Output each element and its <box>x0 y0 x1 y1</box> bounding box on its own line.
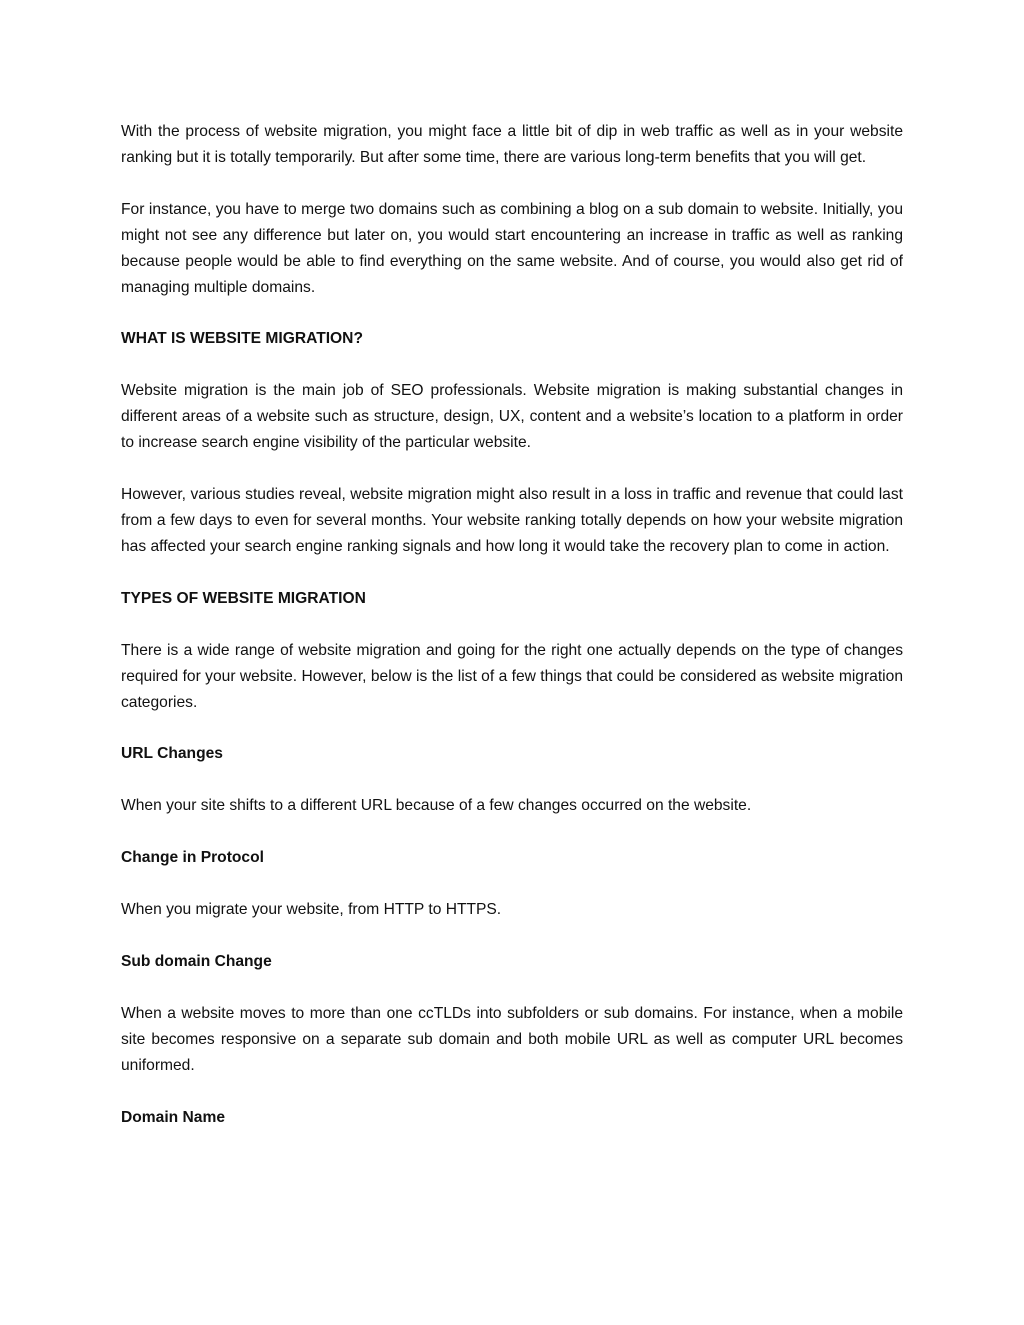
document-body <box>121 119 903 1157</box>
subheading-change-in-protocol: Change in Protocol <box>121 849 264 867</box>
subheading-domain-name: Domain Name <box>121 1108 225 1126</box>
sub-domain-paragraph: When a website moves to more than one ccTLDs into subfolders or sub domains. For instance, when a mobile site becomes responsive on a separate sub domain and both mobile URL as well as computer URL becomes uniformed. <box>121 1004 903 1074</box>
section-heading-types: TYPES OF WEBSITE MIGRATION <box>121 589 366 607</box>
merge-domains-paragraph: For instance, you have to merge two domains such as combining a blog on a sub domain to website. Initially, you might not see any difference but later on, you would start encountering an increase in traffic as well as ranking because people would be able to find everything on the same website. And of course, you would also get rid of managing multiple domains. <box>121 200 903 296</box>
intro-paragraph: With the process of website migration, you might face a little bit of dip in web traffic as well as in your website ranking but it is totally temporarily. But after some time, there are various long-term benefits that you will get. <box>121 123 903 166</box>
subheading-sub-domain-change: Sub domain Change <box>121 953 272 971</box>
url-changes-paragraph: When your site shifts to a different URL because of a few changes occurred on the website. <box>121 797 752 815</box>
protocol-paragraph: When you migrate your website, from HTTP to HTTPS. <box>121 901 502 919</box>
subheading-url-changes: URL Changes <box>121 745 223 763</box>
risk-paragraph: However, various studies reveal, website migration might also result in a loss in traffic and revenue that could last from a few days to even for several months. Your website ranking totally depends on how your website migration has affected your search engine ranking signals and how long it would take the recovery plan to come in action. <box>121 486 903 555</box>
section-heading-what-is-migration: WHAT IS WEBSITE MIGRATION? <box>121 330 363 348</box>
types-intro-paragraph: There is a wide range of website migration and going for the right one actually depends on the type of changes required for your website. However, below is the list of a few things that could be considered as website migration categories. <box>121 641 903 711</box>
definition-paragraph: Website migration is the main job of SEO professionals. Website migration is making substantial changes in different areas of a website such as structure, design, UX, content and a website’s location to a platform in order to increase search engine visibility of the particular website. <box>121 382 903 452</box>
